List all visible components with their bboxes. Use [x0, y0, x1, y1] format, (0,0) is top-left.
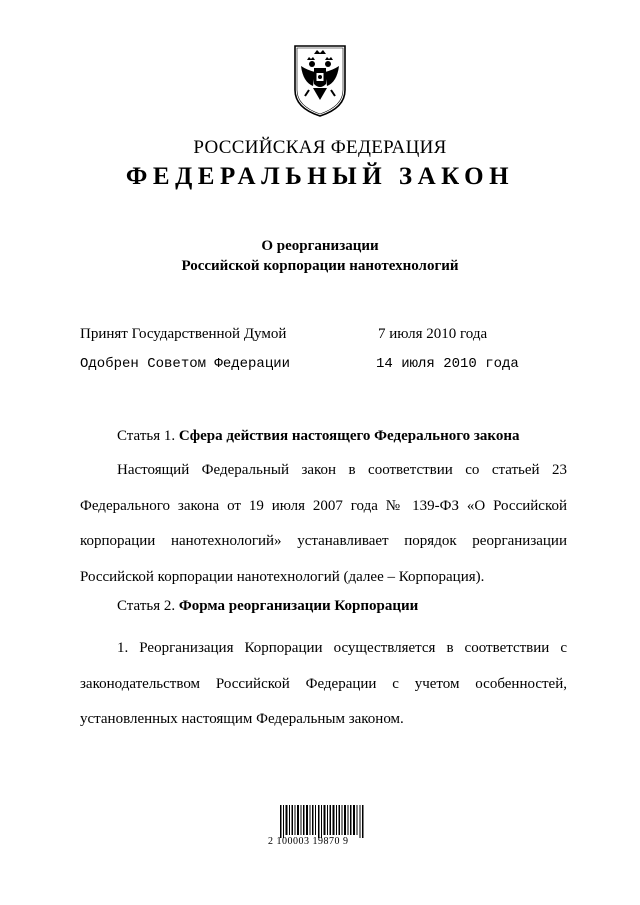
law-subject: [0, 236, 640, 276]
article-2-text: 1. Реорганизация Корпорации осуществляется в соответствии с законодательством Российской Федерации с учетом особенностей, установленных настоящим Федеральным законом.: [80, 640, 567, 727]
barcode: [268, 795, 368, 855]
article-2-heading: [117, 598, 418, 615]
duma-adoption-date: 7 июля 2010 года: [378, 326, 488, 342]
council-approval-date: 14 июля 2010 года: [376, 356, 519, 372]
law-type-heading: ФЕДЕРАЛЬНЫЙ ЗАКОН: [125, 163, 515, 190]
article-1-prefix: Статья 1.: [117, 428, 176, 444]
article-2-title: Форма реорганизации Корпорации: [178, 598, 419, 614]
article-1-text: Настоящий Федеральный закон в соответствии со статьей 23 Федерального закона от 19 июля 2007 года № 139-ФЗ «О Российской корпорации нанотехнологий» устанавливает порядок реорганизации Российской корпорации нанотехнологий (далее – Корпорация).: [80, 462, 567, 585]
article-2-prefix: Статья 2.: [117, 598, 176, 614]
country-heading: РОССИЙСКАЯ ФЕДЕРАЦИЯ: [193, 137, 447, 158]
law-subject-line-1: О реорганизации: [261, 238, 379, 254]
duma-adoption-label: Принят Государственной Думой: [80, 326, 287, 342]
article-1-title: Сфера действия настоящего Федерального закона: [178, 428, 520, 444]
law-subject-line-2: Российской корпорации нанотехнологий: [181, 258, 459, 274]
article-1-heading: [117, 428, 520, 445]
barcode-number: 2 100003 19870 9: [268, 836, 349, 847]
council-approval-label: Одобрен Советом Федерации: [80, 356, 291, 372]
russian-coat-of-arms-icon: [287, 40, 353, 120]
barcode-icon: [280, 805, 364, 838]
